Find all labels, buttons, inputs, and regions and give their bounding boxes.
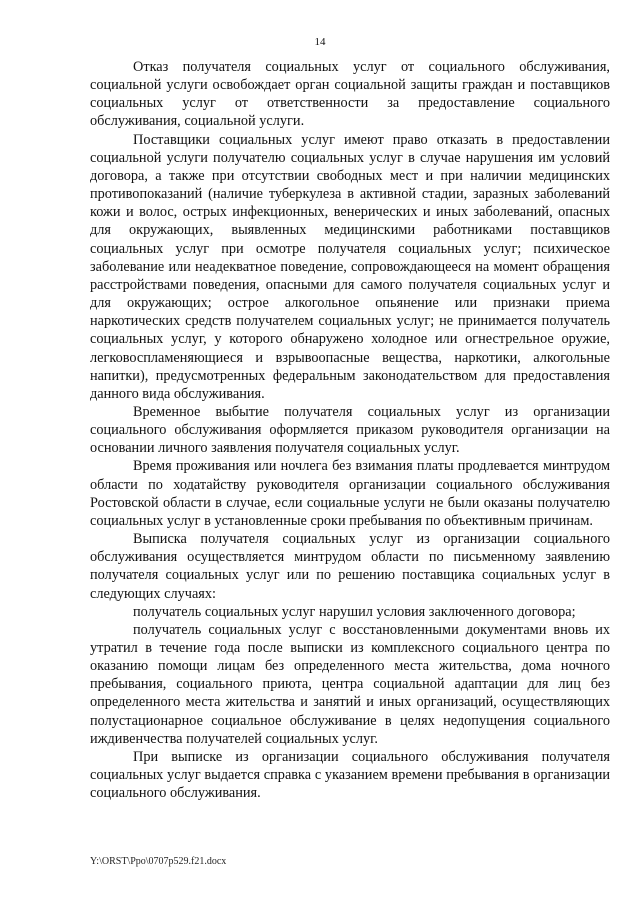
footer-file-path: Y:\ORST\Ppo\0707p529.f21.docx [90,856,227,867]
list-item-documents-lost: получатель социальных услуг с восстановленными документами вновь их утратил в течение года после выписки из комплексного социального центра по оказанию помощи лицам без определенного места жительства, дома ночного пребывания, социального приюта, центра социальной адаптации для лиц без определенного места жительства и занятий и иных организаций, осуществляющих полустационарное социальное обслуживание в целях недопущения социального иждивенчества получателей социальных услуг. [90,621,610,747]
document-body [90,58,610,802]
paragraph-refusal-effect: Отказ получателя социальных услуг от социального обслуживания, социальной услуги освобождает орган социальной защиты граждан и поставщиков социальных услуг от ответственности за предоставление социального обслуживания, социальной услуги. [90,59,610,130]
paragraph-temporary-leave: Временное выбытие получателя социальных услуг из организации социального обслуживания оформляется приказом руководителя организации на основании личного заявления получателя социальных услуг. [90,403,610,457]
paragraph-provider-refusal: Поставщики социальных услуг имеют право отказать в предоставлении социальной услуги получателю социальных услуг в случае нарушения им условий договора, а также при отсутствии свободных мест и при наличии медицинских противопоказаний (наличие туберкулеза в активной стадии, заразных заболеваний кожи и волос, острых инфекционных, венерических и иных заболеваний, опасных для окружающих, выявленных медицинскими работниками поставщиков социальных услуг при осмотре получателя социальных услуг; психическое заболевание или неадекватное поведение, сопровождающееся на момент обращения расстройствами поведения, опасными для самого получателя социальных услуг и для окружающих; острое алкогольное опьянение или признаки приема наркотических средств получателем социальных услуг; не принимается получатель социальных услуг, у которого обнаружено холодное или огнестрельное оружие, легковоспламеняющиеся и взрывоопасные вещества, наркотики, алкогольные напитки), предусмотренных федеральным законодательством для предоставления данного вида обслуживания. [90,131,610,402]
paragraph-discharge-certificate: При выписке из организации социального обслуживания получателя социальных услуг выдается справка с указанием времени пребывания в организации социального обслуживания. [90,748,610,802]
paragraph-discharge: Выписка получателя социальных услуг из организации социального обслуживания осуществляется минтрудом области по письменному заявлению получателя социальных услуг или по решению поставщика социальных услуг в следующих случаях: [90,531,610,602]
page-number: 14 [314,36,326,48]
paragraph-stay-extension: Время проживания или ночлега без взимания платы продлевается минтрудом области по ходатайству руководителя организации социального обслуживания Ростовской области в случае, если социальные услуги не были оказаны получателю социальных услуг в установленные сроки пребывания по объективным причинам. [90,458,610,529]
list-item-contract-violation: получатель социальных услуг нарушил условия заключенного договора; [133,603,576,620]
